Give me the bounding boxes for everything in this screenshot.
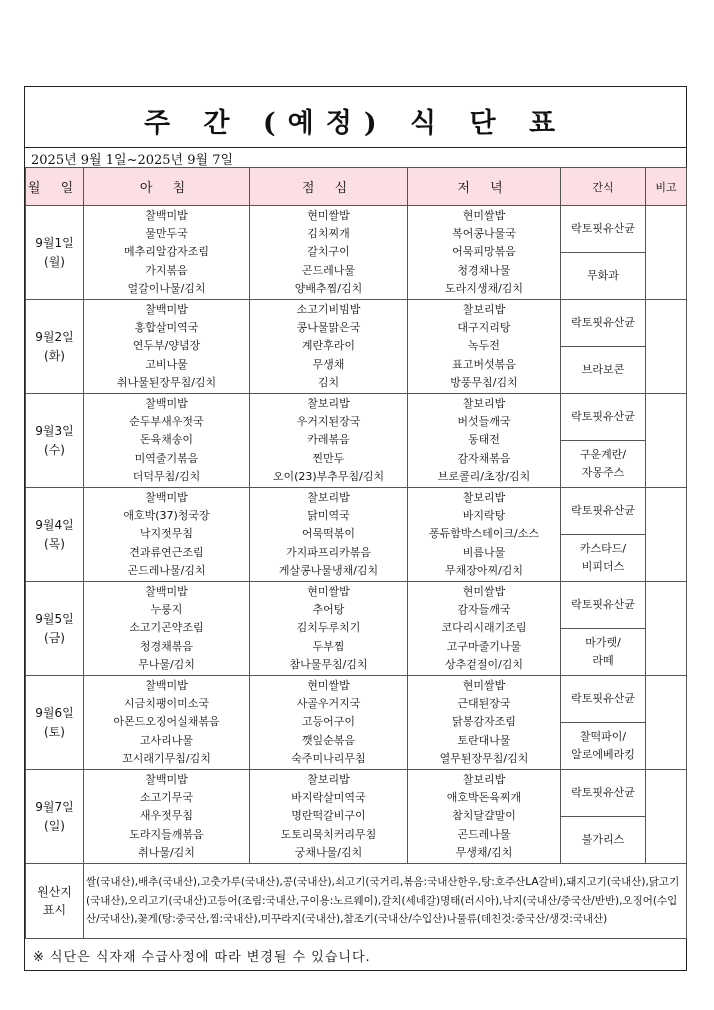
lunch-dish: 현미쌀밥 [307, 208, 350, 222]
breakfast-dish: 누룽지 [150, 602, 183, 616]
breakfast-dish: 낙지젓무침 [139, 527, 194, 541]
breakfast-dish: 고비나물 [145, 357, 188, 371]
dinner-dish: 표고버섯볶음 [452, 357, 516, 371]
lunch-dish: 가지파프리카볶음 [285, 545, 371, 559]
header-dinner: 저 녁 [408, 168, 561, 206]
day-weekday: (목) [44, 536, 65, 551]
lunch-cell [250, 300, 408, 394]
dinner-dish: 녹두전 [468, 339, 500, 353]
snack-cell: 마가렛/ 라떼 [561, 629, 646, 676]
lunch-dish: 카레볶음 [307, 433, 350, 447]
day-date: 9월7일 [35, 799, 74, 814]
breakfast-dish: 꼬시래기무침/김치 [122, 752, 211, 766]
breakfast-dish: 미역줄기볶음 [134, 451, 199, 465]
dinner-dish: 찰보리밥 [462, 490, 506, 504]
breakfast-dish: 홍합살미역국 [134, 320, 199, 334]
dinner-dish: 참치달걀말이 [452, 809, 516, 823]
day-cell [26, 488, 84, 582]
breakfast-cell [84, 300, 250, 394]
dinner-cell [408, 582, 561, 676]
dinner-dish: 찰보리밥 [462, 772, 506, 786]
snack-cell: 무화과 [561, 253, 646, 300]
lunch-dish: 깻잎순볶음 [301, 733, 356, 747]
dinner-dish: 청경채나물 [457, 263, 511, 277]
lunch-cell [250, 488, 408, 582]
table-row [26, 488, 687, 535]
snack-cell: 락토핏유산균 [561, 676, 646, 723]
lunch-dish: 김치두루치기 [296, 621, 361, 635]
dinner-dish: 도라지생채/김치 [444, 282, 524, 296]
day-date: 9월5일 [35, 611, 74, 626]
breakfast-dish: 메추리알감자조림 [123, 245, 209, 259]
breakfast-dish: 가지볶음 [145, 263, 188, 277]
dinner-dish: 감자채볶음 [457, 451, 511, 465]
dinner-cell [408, 770, 561, 864]
snack-cell: 락토핏유산균 [561, 300, 646, 347]
title-divider [25, 147, 686, 148]
lunch-dish: 도토리묵치커리무침 [280, 827, 377, 841]
table-row [26, 300, 687, 347]
dinner-cell [408, 206, 561, 300]
menu-period: 2025년 9월 1일~2025년 9월 7일 [31, 153, 234, 168]
day-weekday: (수) [44, 442, 65, 457]
breakfast-dish: 찰백미밥 [145, 302, 188, 316]
lunch-dish: 고등어구이 [301, 715, 356, 729]
snack-cell: 락토핏유산균 [561, 394, 646, 441]
breakfast-dish: 돈육채송이 [139, 433, 194, 447]
lunch-dish: 바지락살미역국 [291, 790, 366, 804]
day-weekday: (화) [44, 348, 65, 363]
dinner-dish: 비름나물 [462, 545, 506, 559]
breakfast-dish: 무나물/김치 [138, 658, 195, 672]
lunch-dish: 현미쌀밥 [307, 584, 350, 598]
table-row [26, 770, 687, 817]
breakfast-dish: 찰백미밥 [145, 396, 188, 410]
snack-cell: 락토핏유산균 [561, 206, 646, 253]
header-snack: 간식 [561, 168, 646, 206]
breakfast-dish: 소고기무국 [139, 790, 194, 804]
breakfast-dish: 아몬드오징어실채볶음 [113, 715, 220, 729]
lunch-dish: 두부찜 [312, 639, 345, 653]
breakfast-cell [84, 676, 250, 770]
day-date: 9월4일 [35, 517, 74, 532]
breakfast-dish: 취나물/김치 [138, 846, 195, 860]
lunch-dish: 찰보리밥 [307, 772, 350, 786]
breakfast-dish: 도라지들깨볶음 [129, 827, 204, 841]
snack-cell: 카스타드/ 비피더스 [561, 535, 646, 582]
lunch-dish: 양배추찜/김치 [294, 282, 363, 296]
day-weekday: (토) [44, 724, 65, 739]
lunch-dish: 계란후라이 [301, 339, 356, 353]
day-cell [26, 300, 84, 394]
day-weekday: (일) [44, 818, 65, 833]
remarks-cell [646, 676, 687, 770]
lunch-dish: 김치찌개 [307, 226, 350, 240]
breakfast-dish: 더덕무침/김치 [132, 470, 201, 484]
breakfast-dish: 물만두국 [145, 226, 188, 240]
table-row [26, 206, 687, 253]
lunch-cell [250, 676, 408, 770]
footnote: ※ 식단은 식자재 수급사정에 따라 변경될 수 있습니다. [33, 950, 371, 965]
breakfast-dish: 찰백미밥 [145, 678, 188, 692]
lunch-dish: 오이(23)부추무침/김치 [272, 470, 385, 484]
dinner-dish: 찰보리밥 [462, 396, 506, 410]
day-date: 9월3일 [35, 423, 74, 438]
day-date: 9월2일 [35, 329, 74, 344]
breakfast-dish: 고사리나물 [139, 733, 194, 747]
lunch-dish: 현미쌀밥 [307, 678, 350, 692]
dinner-dish: 애호박돈육찌개 [446, 790, 522, 804]
lunch-dish: 무생채 [312, 357, 345, 371]
dinner-cell [408, 676, 561, 770]
lunch-dish: 궁채나물/김치 [294, 846, 363, 860]
lunch-dish: 갈치구이 [307, 245, 350, 259]
day-weekday: (금) [44, 630, 65, 645]
lunch-dish: 명란떡갈비구이 [291, 809, 366, 823]
dinner-cell [408, 300, 561, 394]
breakfast-cell [84, 770, 250, 864]
snack-cell: 찰떡파이/ 알로에베라킹 [561, 723, 646, 770]
lunch-dish: 게살콩나물냉채/김치 [278, 564, 379, 578]
header-lunch: 점 심 [250, 168, 408, 206]
dinner-dish: 퐁듀함박스테이크/소스 [429, 527, 539, 541]
breakfast-dish: 새우젓무침 [139, 809, 194, 823]
lunch-cell [250, 394, 408, 488]
dinner-dish: 닭봉감자조림 [452, 715, 516, 729]
header-day: 월 일 [26, 168, 84, 206]
day-cell [26, 394, 84, 488]
header-remarks: 비고 [646, 168, 687, 206]
dinner-dish: 무채장아찌/김치 [444, 564, 524, 578]
dinner-dish: 대구지리탕 [457, 320, 511, 334]
dinner-cell [408, 394, 561, 488]
lunch-dish: 김치 [317, 376, 340, 390]
dinner-dish: 바지락탕 [462, 508, 506, 522]
remarks-cell [646, 582, 687, 676]
lunch-dish: 우거지된장국 [296, 414, 361, 428]
remarks-cell [646, 770, 687, 864]
header-breakfast: 아 침 [84, 168, 250, 206]
snack-cell: 락토핏유산균 [561, 488, 646, 535]
remarks-cell [646, 488, 687, 582]
table-row [26, 582, 687, 629]
page-title: 주 간 (예정) 식 단 표 [143, 108, 568, 139]
breakfast-cell [84, 394, 250, 488]
dinner-dish: 찰보리밥 [462, 302, 506, 316]
breakfast-dish: 찰백미밥 [145, 490, 188, 504]
lunch-cell [250, 770, 408, 864]
snack-cell: 불가리스 [561, 817, 646, 864]
breakfast-dish: 청경채볶음 [139, 639, 194, 653]
dinner-dish: 코다리시래기조림 [441, 621, 527, 635]
dinner-dish: 현미쌀밥 [462, 584, 506, 598]
breakfast-dish: 찰백미밥 [145, 772, 188, 786]
snack-cell: 브라보콘 [561, 347, 646, 394]
dinner-dish: 버섯들깨국 [457, 414, 511, 428]
lunch-dish: 소고기비빔밥 [296, 302, 361, 316]
dinner-dish: 근대된장국 [457, 696, 511, 710]
breakfast-cell [84, 488, 250, 582]
dinner-dish: 토란대나물 [457, 733, 511, 747]
day-date: 9월1일 [35, 235, 74, 250]
snack-cell: 락토핏유산균 [561, 582, 646, 629]
remarks-cell [646, 394, 687, 488]
dinner-dish: 고구마줄기나물 [446, 639, 522, 653]
breakfast-dish: 찰백미밥 [145, 208, 188, 222]
lunch-dish: 추어탕 [312, 602, 345, 616]
breakfast-dish: 얼갈이나물/김치 [127, 282, 206, 296]
weekly-menu-table [25, 167, 687, 939]
breakfast-cell [84, 582, 250, 676]
breakfast-dish: 연두부/양념장 [132, 339, 201, 353]
breakfast-dish: 취나물된장무침/김치 [116, 376, 217, 390]
dinner-dish: 브로콜리/초장/김치 [437, 470, 531, 484]
breakfast-dish: 견과류연근조림 [129, 545, 204, 559]
origin-row [26, 864, 687, 939]
dinner-dish: 방풍무침/김치 [450, 376, 518, 390]
snack-cell: 락토핏유산균 [561, 770, 646, 817]
day-cell [26, 206, 84, 300]
lunch-dish: 닭미역국 [307, 508, 350, 522]
lunch-dish: 사골우거지국 [296, 696, 361, 710]
dinner-dish: 무생채/김치 [455, 846, 513, 860]
day-cell [26, 770, 84, 864]
dinner-dish: 동태전 [468, 433, 500, 447]
remarks-cell [646, 206, 687, 300]
dinner-dish: 열무된장무침/김치 [439, 752, 529, 766]
origin-text: 쌀(국내산),배추(국내산),고춧가루(국내산),콩(국내산),쇠고기(국거리,볶음:국내산한우,탕:호주산LA갈비),돼지고기(국내산),닭고기(국내산),오리고기(국내산)고등어(조림:국내산,구이용:노르웨이),갈치(세네갈)명태(러시아),낙지(국내산/중국산/반반),오징어(수입산/국내산),꽃게(탕:중국산,찜:국내산),미꾸라지(국내산),참조기(국내산/수입산)나물류(데친것:중국산/생것:국내산) [84, 864, 687, 939]
remarks-cell [646, 300, 687, 394]
breakfast-dish: 순두부새우젓국 [129, 414, 204, 428]
breakfast-cell [84, 206, 250, 300]
lunch-dish: 어묵떡볶이 [301, 527, 356, 541]
day-date: 9월6일 [35, 705, 74, 720]
day-weekday: (월) [44, 254, 65, 269]
dinner-dish: 감자들깨국 [457, 602, 511, 616]
lunch-dish: 숙주미나리무침 [291, 752, 366, 766]
dinner-dish: 어묵피망볶음 [452, 245, 516, 259]
table-row [26, 676, 687, 723]
lunch-dish: 참나물무침/김치 [289, 658, 368, 672]
dinner-cell [408, 488, 561, 582]
breakfast-dish: 애호박(37)청국장 [123, 508, 210, 522]
breakfast-dish: 시금치팽이미소국 [123, 696, 209, 710]
table-row [26, 394, 687, 441]
dinner-dish: 현미쌀밥 [462, 208, 506, 222]
table-header-row [26, 168, 687, 206]
lunch-dish: 콩나물맑은국 [296, 320, 361, 334]
day-cell [26, 676, 84, 770]
lunch-dish: 곤드레나물 [301, 263, 356, 277]
lunch-cell [250, 582, 408, 676]
snack-cell: 구운계란/ 자몽주스 [561, 441, 646, 488]
dinner-dish: 복어콩나물국 [452, 226, 516, 240]
breakfast-dish: 찰백미밥 [145, 584, 188, 598]
dinner-dish: 상추겉절이/김치 [444, 658, 524, 672]
lunch-dish: 찰보리밥 [307, 396, 350, 410]
breakfast-dish: 곤드레나물/김치 [127, 564, 206, 578]
lunch-cell [250, 206, 408, 300]
day-cell [26, 582, 84, 676]
dinner-dish: 현미쌀밥 [462, 678, 506, 692]
lunch-dish: 찐만두 [312, 451, 345, 465]
origin-label: 원산지 표시 [26, 864, 84, 939]
dinner-dish: 곤드레나물 [457, 827, 511, 841]
breakfast-dish: 소고기곤약조림 [129, 621, 204, 635]
menu-sheet [24, 86, 687, 971]
lunch-dish: 찰보리밥 [307, 490, 350, 504]
